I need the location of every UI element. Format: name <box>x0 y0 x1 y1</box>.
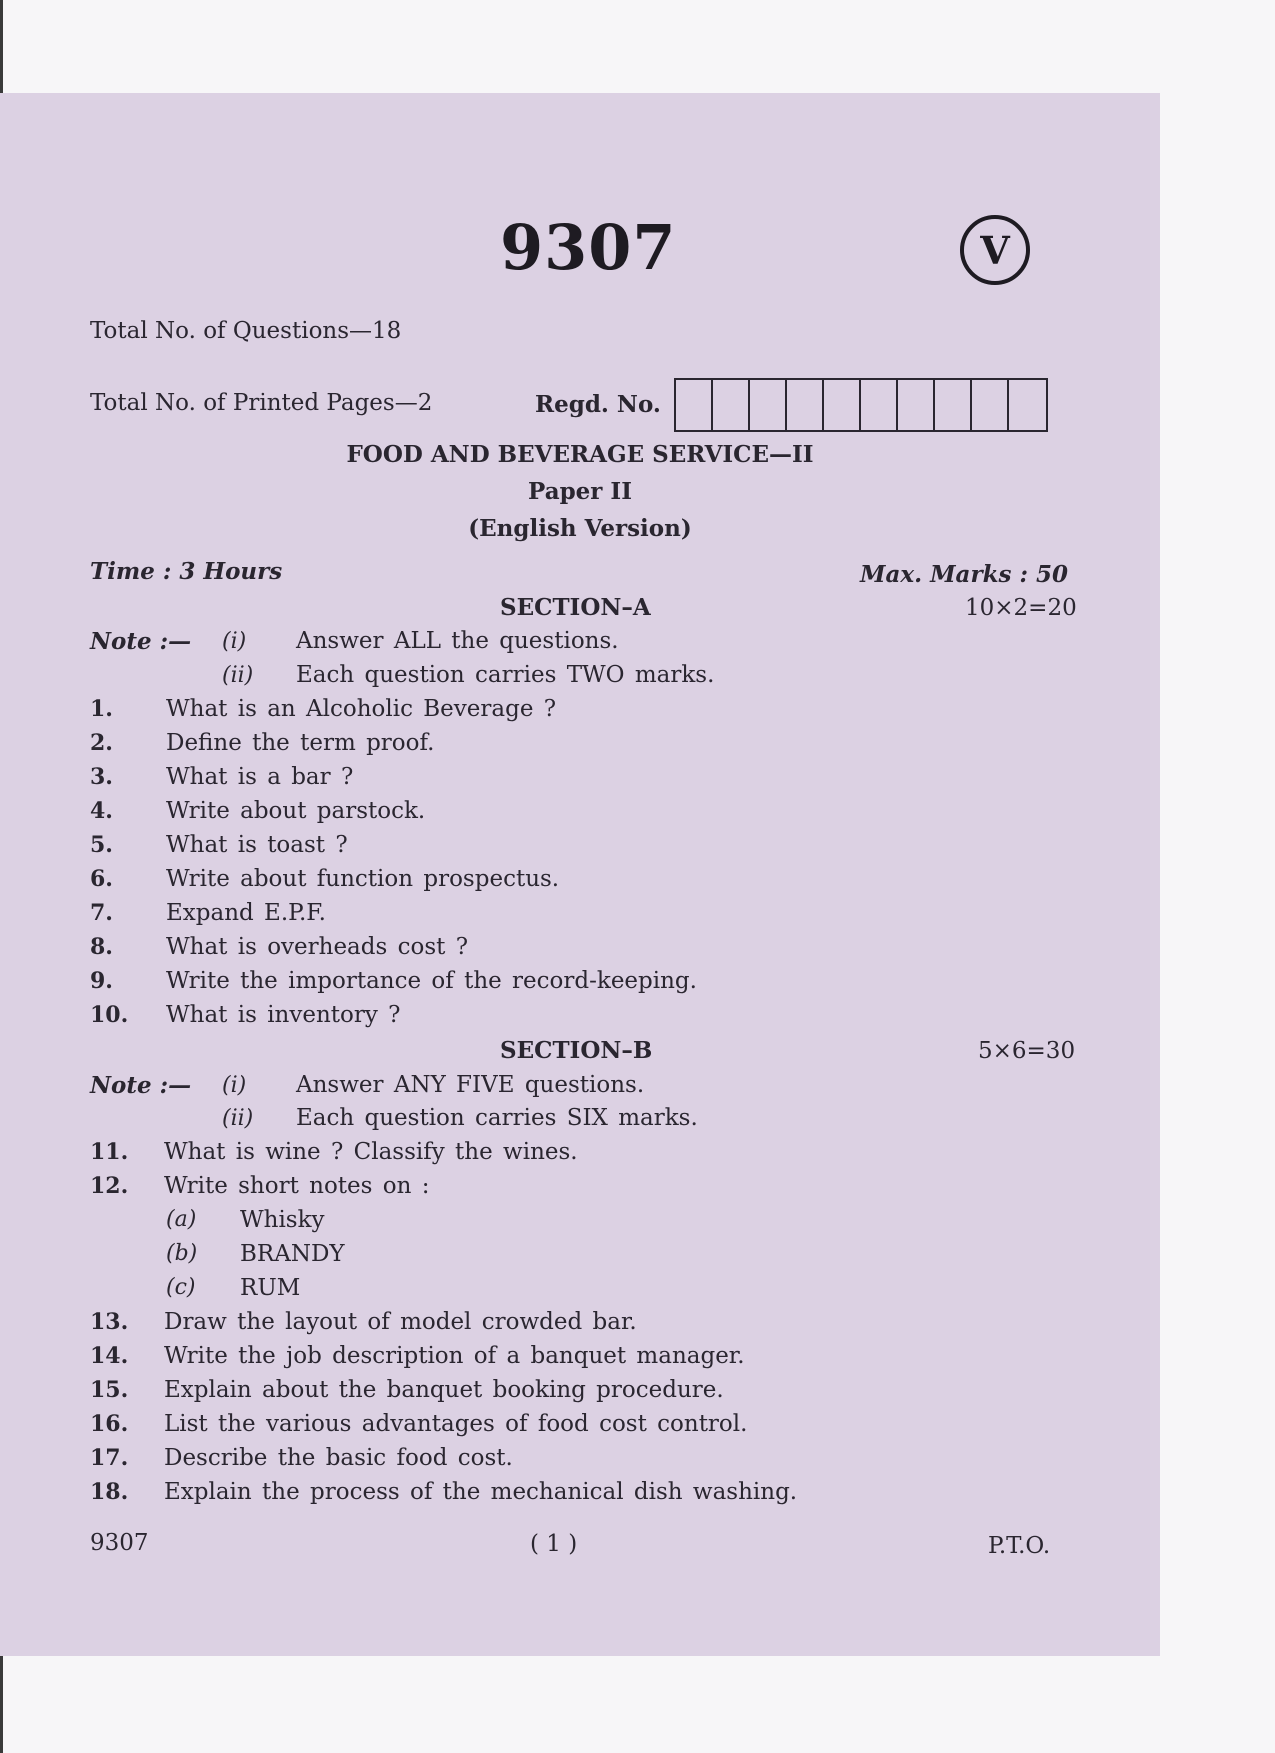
part-text: Whisky <box>240 1207 325 1233</box>
question-text: Write about function prospectus. <box>166 866 560 892</box>
question-number: 1. <box>90 696 113 722</box>
version-badge: V <box>960 215 1030 285</box>
regd-box <box>861 380 898 430</box>
question-text: Explain the process of the mechanical dish washing. <box>164 1479 798 1505</box>
regd-box <box>713 380 750 430</box>
part-text: BRANDY <box>240 1241 345 1267</box>
question-text: What is wine ? Classify the wines. <box>164 1139 578 1165</box>
paper-number: Paper II <box>528 478 632 505</box>
question-text: What is an Alcoholic Beverage ? <box>166 696 557 722</box>
question-number: 4. <box>90 798 113 824</box>
page-number: ( 1 ) <box>530 1531 578 1557</box>
paper-code: 9307 <box>500 211 677 284</box>
question-text: What is overheads cost ? <box>166 934 469 960</box>
note-label-ii: (ii) <box>222 663 254 688</box>
regd-box <box>1009 380 1046 430</box>
part-label: (b) <box>166 1241 198 1266</box>
regd-box <box>787 380 824 430</box>
part-label: (c) <box>166 1275 196 1300</box>
note-text-i: Answer ALL the questions. <box>296 628 619 654</box>
section-b-marks: 5×6=30 <box>978 1038 1076 1064</box>
question-number: 2. <box>90 730 113 756</box>
question-text: Write about parstock. <box>166 798 426 824</box>
question-text: What is toast ? <box>166 832 348 858</box>
question-text: Write short notes on : <box>164 1173 430 1199</box>
question-number: 11. <box>90 1139 129 1165</box>
exam-paper <box>0 93 1160 1656</box>
regd-box <box>750 380 787 430</box>
question-number: 6. <box>90 866 113 892</box>
question-number: 12. <box>90 1173 129 1199</box>
question-text: What is inventory ? <box>166 1002 401 1028</box>
total-pages: Total No. of Printed Pages—2 <box>90 390 433 416</box>
note-text-ii: Each question carries TWO marks. <box>296 662 715 688</box>
question-text: Write the importance of the record-keeping. <box>166 968 697 994</box>
regd-label: Regd. No. <box>535 391 661 418</box>
part-label: (a) <box>166 1207 197 1232</box>
question-text: Write the job description of a banquet manager. <box>164 1343 745 1369</box>
question-number: 13. <box>90 1309 129 1335</box>
part-text: RUM <box>240 1275 301 1301</box>
question-text: What is a bar ? <box>166 764 354 790</box>
question-number: 16. <box>90 1411 129 1437</box>
question-number: 7. <box>90 900 113 926</box>
regd-box <box>935 380 972 430</box>
total-questions: Total No. of Questions—18 <box>90 318 402 344</box>
regd-box <box>824 380 861 430</box>
section-a-title: SECTION–A <box>500 594 651 621</box>
question-text: Draw the layout of model crowded bar. <box>164 1309 637 1335</box>
section-b-note-label: Note :— <box>90 1072 192 1099</box>
version-text: (English Version) <box>468 515 692 542</box>
note-label-i: (i) <box>222 1073 247 1098</box>
regd-number-boxes <box>674 378 1048 432</box>
question-number: 18. <box>90 1479 129 1505</box>
question-number: 10. <box>90 1002 129 1028</box>
question-number: 17. <box>90 1445 129 1471</box>
section-b-title: SECTION–B <box>500 1037 653 1064</box>
question-number: 3. <box>90 764 113 790</box>
note-text-ii: Each question carries SIX marks. <box>296 1105 698 1131</box>
pto-label: P.T.O. <box>988 1533 1051 1559</box>
time-allowed: Time : 3 Hours <box>90 558 283 585</box>
note-label-i: (i) <box>222 629 247 654</box>
question-text: List the various advantages of food cost control. <box>164 1411 748 1437</box>
note-label-ii: (ii) <box>222 1106 254 1131</box>
question-text: Expand E.P.F. <box>166 900 326 926</box>
question-text: Explain about the banquet booking procedure. <box>164 1377 724 1403</box>
section-a-note-label: Note :— <box>90 628 192 655</box>
footer-code: 9307 <box>90 1530 149 1556</box>
question-number: 9. <box>90 968 113 994</box>
question-text: Define the term proof. <box>166 730 435 756</box>
regd-box <box>972 380 1009 430</box>
question-number: 8. <box>90 934 113 960</box>
question-text: Describe the basic food cost. <box>164 1445 513 1471</box>
note-text-i: Answer ANY FIVE questions. <box>296 1072 645 1098</box>
question-number: 5. <box>90 832 113 858</box>
question-number: 15. <box>90 1377 129 1403</box>
regd-box <box>676 380 713 430</box>
question-number: 14. <box>90 1343 129 1369</box>
max-marks: Max. Marks : 50 <box>860 561 1068 588</box>
subject-title: FOOD AND BEVERAGE SERVICE—II <box>346 441 814 468</box>
regd-box <box>898 380 935 430</box>
section-a-marks: 10×2=20 <box>965 595 1077 621</box>
